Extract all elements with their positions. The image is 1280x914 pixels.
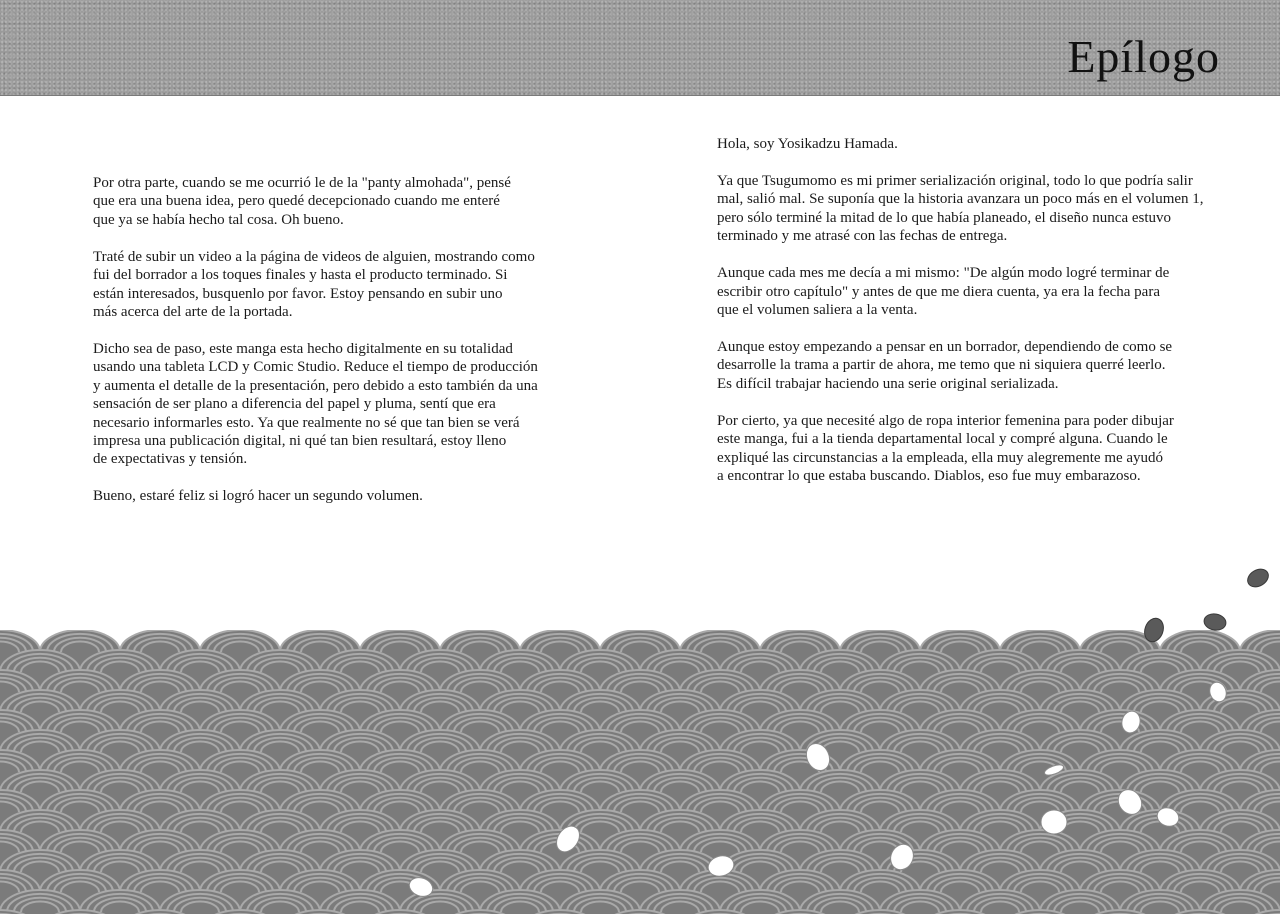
paragraph: Aunque cada mes me decía a mi mismo: "De algún modo logré terminar de escribir otro capítulo" y antes de que me diera cuenta, ya era la fecha para que el volumen saliera a la venta.: [717, 265, 1170, 319]
petal: [1244, 566, 1271, 591]
paragraph: Aunque estoy empezando a pensar en un borrador, dependiendo de como se desarrolle la trama a partir de ahora, me temo que ni siquiera querré leerlo. Es difícil trabajar haciendo una serie original serializada.: [717, 339, 1173, 392]
seigaiha-wave-pattern: [0, 630, 1280, 914]
paragraph: Traté de subir un video a la página de videos de alguien, mostrando como fui del borrador a los toques finales y hasta el producto terminado. Si están interesados, busquenlo por favor. Estoy pensando en subir uno más acerca del arte de la portada.: [93, 248, 535, 321]
paragraph: Dicho sea de paso, este manga esta hecho digitalmente en su totalidad usando una tableta LCD y Comic Studio. Reduce el tiempo de producción y aumenta el detalle de la presentación, pero debido a esto también da una sensación de ser plano a diferencia del papel y pluma, sentí que era necesario informarles esto. Ya que realmente no sé que tan bien se verá impresa una publicación digital, ni qué tan bien resultará, estoy lleno de expectativas y tensión.: [93, 341, 538, 468]
page-title: Epílogo: [1067, 31, 1220, 82]
left-text-column: [93, 174, 613, 524]
paragraph: Por cierto, ya que necesité algo de ropa interior femenina para poder dibujar este manga, fui a la tienda departamental local y compré alguna. Cuando le expliqué las circunstancias a la empleada, ella muy alegremente me ayudó a encontrar lo que estaba buscando. Diablos, eso fue muy embarazoso.: [717, 412, 1174, 485]
paragraph: Ya que Tsugumomo es mi primer serialización original, todo lo que podría salir mal, salió mal. Se suponía que la historia avanzara un poco más en el volumen 1, pero sólo terminé la mitad de lo que había planeado, el diseño nunca estuvo terminado y me atrasé con las fechas de entrega.: [717, 173, 1204, 245]
paragraph: Por otra parte, cuando se me ocurrió le de la "panty almohada", pensé que era una buena idea, pero quedé decepcionado cuando me enteré que ya se había hecho tal cosa. Oh bueno.: [93, 175, 511, 228]
greeting-paragraph: Hola, soy Yosikadzu Hamada.: [717, 136, 898, 152]
header-band: [0, 0, 1280, 96]
paragraph: Bueno, estaré feliz si logró hacer un segundo volumen.: [93, 488, 423, 505]
petal: [1203, 612, 1227, 632]
right-text-column: [717, 135, 1257, 504]
